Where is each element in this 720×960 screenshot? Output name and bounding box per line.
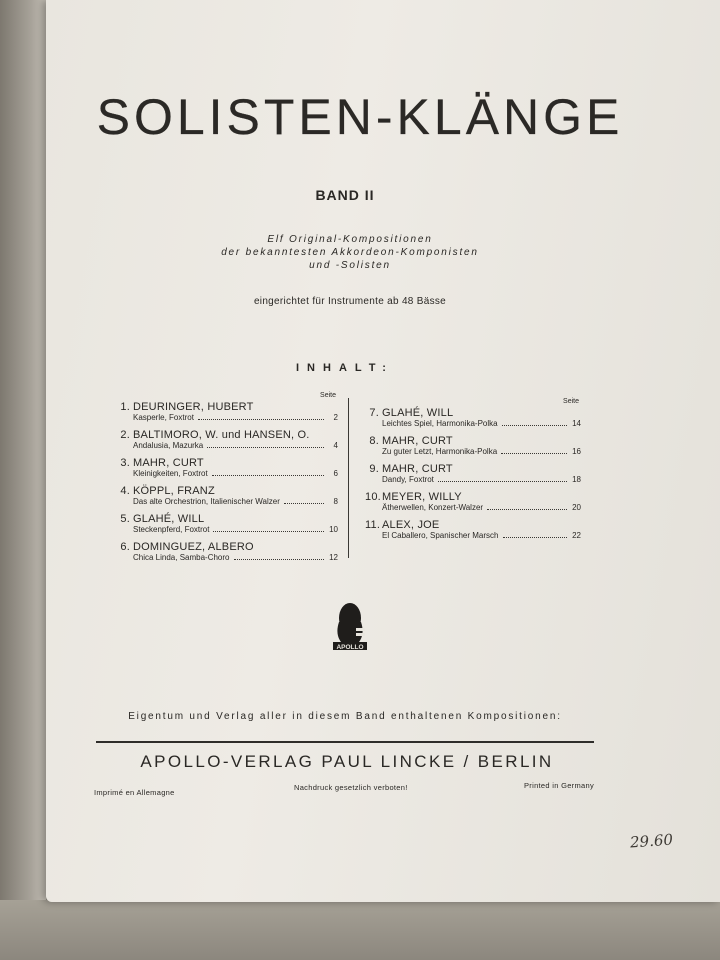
work-title [116,497,338,507]
contents-entry [365,519,581,541]
entry-number: 7. [369,407,379,419]
entry-number: 2. [120,429,130,441]
subtitle-line: Elf Original-Kompositionen [267,234,433,245]
work-name: Kasperle, Foxtrot [133,413,194,422]
contents-heading: INHALT: [296,362,394,374]
work-name: Chica Linda, Samba-Choro [133,553,230,562]
entry-number: 11. [365,519,381,531]
leader-dots [212,469,324,476]
entry-number: 3. [120,457,130,469]
work-name: Andalusia, Mazurka [133,441,204,450]
work-name: Dandy, Foxtrot [382,475,434,484]
entry-number: 10. [365,491,381,503]
arranged-for: eingerichtet für Instrumente ab 48 Bässe [253,296,447,307]
leader-dots [438,475,567,482]
work-title [116,553,338,563]
work-title [116,441,338,451]
work-title [365,475,581,485]
composer-text: MAHR, CURT [382,435,453,447]
subtitle-line: der bekanntesten Akkordeon-Komponisten [221,247,479,258]
composer-text: GLAHÉ, WILL [382,407,454,419]
leader-dots [501,447,567,454]
volume-label: BAND II [315,187,375,203]
work-name: Leichtes Spiel, Harmonika-Polka [382,419,498,428]
entry-number: 4. [120,485,130,497]
leader-dots [213,525,324,532]
leader-dots [207,441,324,448]
page-number: 16 [572,447,581,456]
contents-column-left [116,392,338,569]
copyright-note: Nachdruck gesetzlich verboten! [294,783,408,792]
divider-rule [96,741,594,743]
leader-dots [487,503,567,510]
handwritten-price: 29.60 [629,830,674,852]
work-title [116,469,338,479]
contents-column-right [365,398,581,547]
work-name: Ätherwellen, Konzert-Walzer [382,503,484,512]
leader-dots [503,531,568,538]
page-number: 6 [333,469,338,478]
contents-entry [116,513,338,535]
leader-dots [502,419,567,426]
composer-text: DOMINGUEZ, ALBERO [133,541,254,553]
entry-number: 6. [120,541,130,553]
page-number: 18 [572,475,581,484]
work-name: Das alte Orchestrion, Italienischer Walzer [133,497,280,506]
page-number: 14 [572,419,581,428]
composer-text: MEYER, WILLY [382,491,462,503]
work-name: Zu guter Letzt, Harmonika-Polka [382,447,498,456]
work-name: Kleinigkeiten, Foxtrot [133,469,208,478]
entry-number: 5. [120,513,130,525]
composer-name [365,435,581,447]
page-column-label: Seite [563,398,579,405]
publisher-name: APOLLO-VERLAG PAUL LINCKE / BERLIN [140,752,554,771]
contents-entry [365,407,581,429]
work-title [116,413,338,423]
leader-dots [198,413,324,420]
page-title: SOLISTEN-KLÄNGE [96,89,624,145]
composer-name [365,519,581,531]
ownership-note: Eigentum und Verlag aller in diesem Band enthaltenen Kompositionen: [128,711,562,722]
composer-name [116,541,338,553]
composer-name [365,407,581,419]
composer-name [365,491,581,503]
leader-dots [284,497,324,504]
contents-list-right [365,407,581,541]
contents-entry [365,435,581,457]
contents-list-left [116,401,338,563]
composer-name [116,513,338,525]
page-number: 22 [572,531,581,540]
composer-text: GLAHÉ, WILL [133,513,205,525]
contents-entry [116,457,338,479]
work-title [365,447,581,457]
work-name: Steckenpferd, Foxtrot [133,525,210,534]
subtitle-line: und -Solisten [309,260,391,271]
entry-number: 8. [369,435,379,447]
leader-dots [234,553,325,560]
composer-text: MAHR, CURT [382,463,453,475]
composer-text: MAHR, CURT [133,457,204,469]
composer-name [116,429,338,441]
composer-name [116,457,338,469]
page-column-label: Seite [320,392,336,399]
subtitle [0,233,700,272]
contents-entry [365,491,581,513]
page-number: 20 [572,503,581,512]
composer-name [365,463,581,475]
page-number: 8 [333,497,338,506]
contents-entry [116,429,338,451]
printed-note: Printed in Germany [524,781,595,790]
page-number: 12 [329,553,338,562]
composer-name [116,401,338,413]
backdrop-bottom [0,900,720,960]
imprime-note: Imprimé en Allemagne [94,788,175,797]
contents-entry [116,401,338,423]
work-title [365,531,581,541]
composer-text: DEURINGER, HUBERT [133,401,254,413]
composer-text: ALEX, JOE [382,519,440,531]
work-title [365,419,581,429]
contents-entry [365,463,581,485]
work-title [116,525,338,535]
page-number: 4 [333,441,338,450]
page-number: 2 [333,413,338,422]
contents-entry [116,541,338,563]
composer-text: BALTIMORO, W. und HANSEN, O. [133,429,310,441]
page-number: 10 [329,525,338,534]
work-name: El Caballero, Spanischer Marsch [382,531,499,540]
apollo-logo-icon [329,598,371,654]
contents-entry [116,485,338,507]
entry-number: 9. [369,463,379,475]
work-title [365,503,581,513]
logo-text: APOLLO [336,644,364,651]
column-divider [348,398,349,558]
composer-text: KÖPPL, FRANZ [133,485,215,497]
entry-number: 1. [120,401,130,413]
composer-name [116,485,338,497]
